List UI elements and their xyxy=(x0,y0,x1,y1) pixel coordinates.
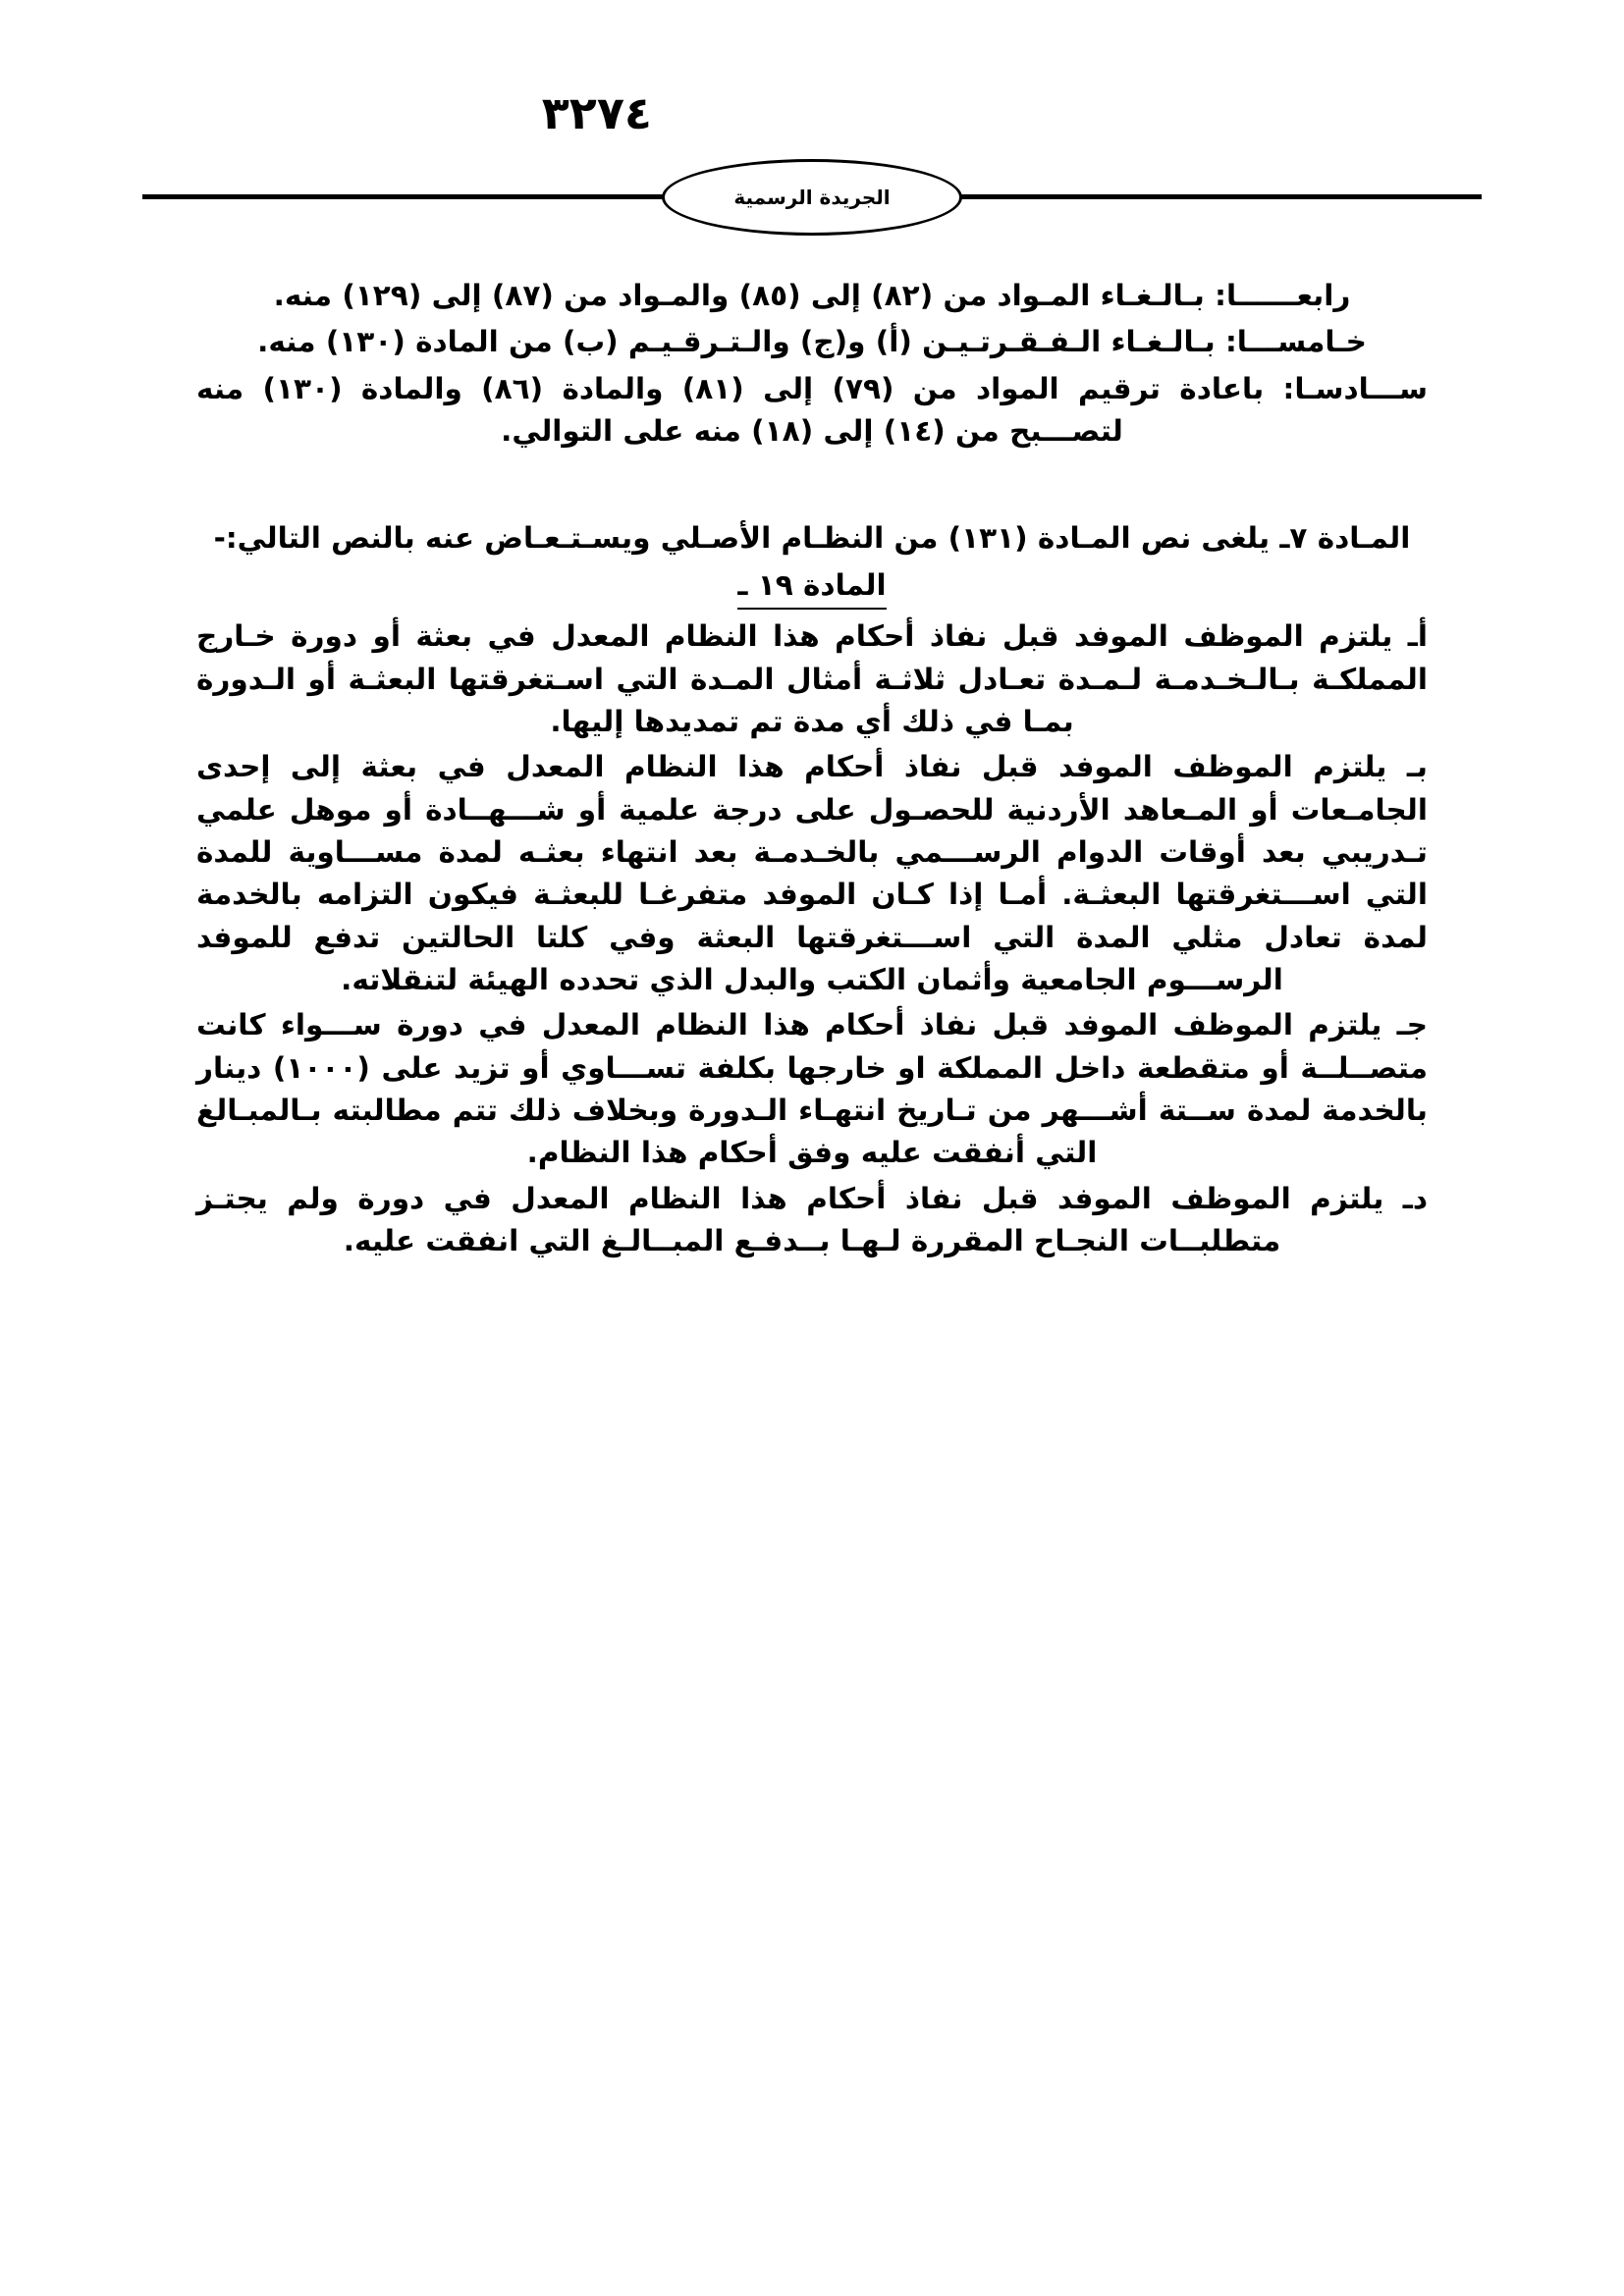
clause-b: بـ يلتزم الموظف الموفد قبل نفاذ أحكام هذا النظام المعدل في بعثة إلى إحدى الجامـعات أو المـعاهد الأردنية للحصـول على درجة علمية أو شـــهــادة أو موهل علمي تـدريبي بعد أوقات الدوام الرســـمي بالخـدمـة بعد انتهاء بعثـه لمدة مســـاوية للمدة التي اســـتغرقتها البعثـة. أمـا إذا كـان الموفد متفرغـا للبعثـة فيكون التزامه بالخدمة لمدة تعادل مثلي المدة التي اســـتغرقتها البعثة وفي كلتا الحالتين تدفع للموفد الرســـوم الجامعية وأثمان الكتب والبدل الذي تحدده الهيئة لتنقلاته. xyxy=(196,750,1428,997)
clause-sixth: ســـادسـا: باعادة ترقيم المواد من (٧٩) إلى (٨١) والمادة (٨٦) والمادة (١٣٠) منه لتصـــبح من (١٤) إلى (١٨) منه على التوالي. xyxy=(196,371,1428,449)
madda-19-heading xyxy=(196,564,1428,610)
clause-fifth: خـامســـا: بـالـغـاء الـفـقـرتـيـن (أ) و(ج) والـتـرقـيـم (ب) من المادة (١٣٠) منه. xyxy=(257,325,1367,359)
header-divider xyxy=(142,186,1482,209)
clause-a: أـ يلتزم الموظف الموفد قبل نفاذ أحكام هذا النظام المعدل في بعثة أو دورة خـارج المملكـة بـالـخـدمـة لـمـدة تعـادل ثلاثـة أمثال المـدة التي اسـتغرقتها البعثـة أو الـدورة بمـا في ذلك أي مدة تم تمديدها إليها. xyxy=(196,619,1428,738)
gazette-badge xyxy=(662,159,962,236)
clause-fourth: رابعــــــا: بـالـغـاء المـواد من (٨٢) إلى (٨٥) والمـواد من (٨٧) إلى (١٢٩) منه. xyxy=(273,279,1351,312)
clause-d: دـ يلتزم الموظف الموفد قبل نفاذ أحكام هذا النظام المعدل في دورة ولم يجتـز متطلبــات النجـاح المقررة لـهـا بــدفـع المبــالـغ التي انفقت عليه. xyxy=(196,1181,1428,1258)
section-spacer xyxy=(196,456,1428,517)
gazette-badge-label: الجريدة الرسمية xyxy=(733,186,891,209)
article-7-intro: المـادة ٧ـ يلغى نص المـادة (١٣١) من النظـام الأصـلي ويسـتـعـاض عنه بالنص التالي:- xyxy=(213,521,1411,556)
clause-c: جـ يلتزم الموظف الموفد قبل نفاذ أحكام هذا النظام المعدل في دورة ســـواء كانت متصــلــة أو متقطعة داخل المملكة او خارجها بكلفة تســـاوي أو تزيد على (١٠٠٠) دينار بالخدمة لمدة ســتة أشـــهر من تـاريخ انتهـاء الـدورة وبخلاف ذلك تتم مطالبته بـالمبـالغ التي أنفقت عليه وفق أحكام هذا النظام. xyxy=(196,1008,1429,1170)
madda-19-label: المادة ١٩ ـ xyxy=(737,564,886,610)
page-number: ٣٢٧٤ xyxy=(541,86,652,139)
document-body xyxy=(196,275,1428,1266)
